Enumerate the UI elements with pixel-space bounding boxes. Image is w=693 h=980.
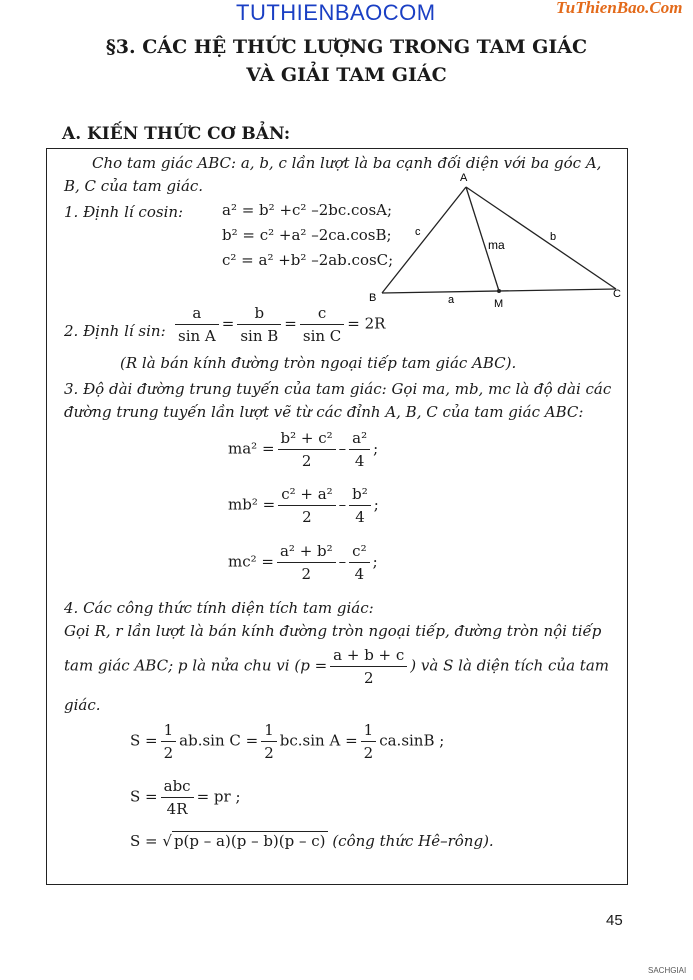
area-label: 4. Các công thức tính diện tích tam giác: — [64, 599, 374, 617]
section-a-heading: A. KIẾN THỨC CƠ BẢN: — [62, 124, 291, 144]
median-ma-label: ma — [488, 238, 505, 252]
median-mb-formula: mb² = $\frac{\text{c² + a²}}{2}$ – $\frac{\text{b²}}{4}$ ; — [228, 485, 379, 526]
cosine-formula-1: a² = b² +c² –2bc.cosA; — [222, 201, 393, 219]
midpoint-m-label: M — [494, 298, 504, 310]
page-number: 45 — [606, 912, 623, 929]
median-mc-formula: mc² = $\frac{\text{a² + b²}}{2}$ – $\frac{\text{c²}}{4}$ ; — [228, 542, 378, 583]
median-ma-formula: ma² = $\frac{\text{b² + c²}}{2}$ – $\frac{\text{a²}}{4}$ ; — [228, 429, 379, 470]
side-a-label: a — [448, 294, 455, 306]
median-label: 3. Độ dài đường trung tuyến của tam giác: Gọi ma, mb, mc là độ dài các — [64, 380, 612, 398]
intro-line-1: Cho tam giác ABC: a, b, c lần lượt là ba cạnh đối diện với ba góc A, — [92, 154, 602, 172]
footer-logo: SACHGIAI — [648, 966, 687, 975]
sine-label: 2. Định lí sin: — [64, 322, 166, 340]
sine-formula: $\frac{a}{\text{sin A}}$ = $\frac{b}{\text{sin B}}$ = $\frac{c}{\text{sin C}}$ = 2R — [172, 303, 385, 346]
page-subtitle: VÀ GIẢI TAM GIÁC — [246, 64, 447, 86]
area-formula-3: S = √ p(p – a)(p – b)(p – c) (công thức Hê–rông). — [130, 832, 494, 850]
area-text-1: Gọi R, r lần lượt là bán kính đường tròn ngoại tiếp, đường tròn nội tiếp — [64, 622, 602, 640]
page-title: §3. CÁC HỆ THỨC LƯỢNG TRONG TAM GIÁC — [105, 36, 588, 58]
vertex-c-label: C — [613, 288, 621, 300]
side-c-label: c — [415, 226, 421, 238]
side-b-label: b — [550, 231, 557, 243]
area-text-3: giác. — [64, 696, 101, 714]
area-formula-2: S = $\frac{\text{abc}}{4R}$ = pr ; — [130, 777, 241, 818]
cosine-label: 1. Định lí cosin: — [64, 203, 184, 221]
vertex-b-label: B — [369, 292, 377, 304]
triangle-figure — [360, 165, 630, 315]
intro-line-2: B, C của tam giác. — [64, 177, 204, 195]
cosine-formula-2: b² = c² +a² –2ca.cosB; — [222, 226, 392, 244]
watermark-right: TuThienBao.Com — [556, 0, 683, 17]
cosine-formula-3: c² = a² +b² –2ab.cosC; — [222, 251, 394, 269]
area-text-2: tam giác ABC; p là nửa chu vi (p = $\frac{a + b + c}{2}$ ) và S là diện tích của tam — [64, 646, 609, 687]
watermark-left: TUTHIENBAOCOM — [236, 0, 436, 25]
vertex-a-label: A — [460, 172, 468, 184]
sine-note: (R là bán kính đường tròn ngoại tiếp tam giác ABC). — [120, 354, 517, 372]
area-formula-1: S = $\frac{1}{2}$ ab.sin C = $\frac{1}{2}$ bc.sin A = $\frac{1}{2}$ ca.sinB ; — [130, 721, 445, 762]
median-text-2: đường trung tuyến lần lượt vẽ từ các đỉnh A, B, C của tam giác ABC: — [64, 403, 584, 421]
